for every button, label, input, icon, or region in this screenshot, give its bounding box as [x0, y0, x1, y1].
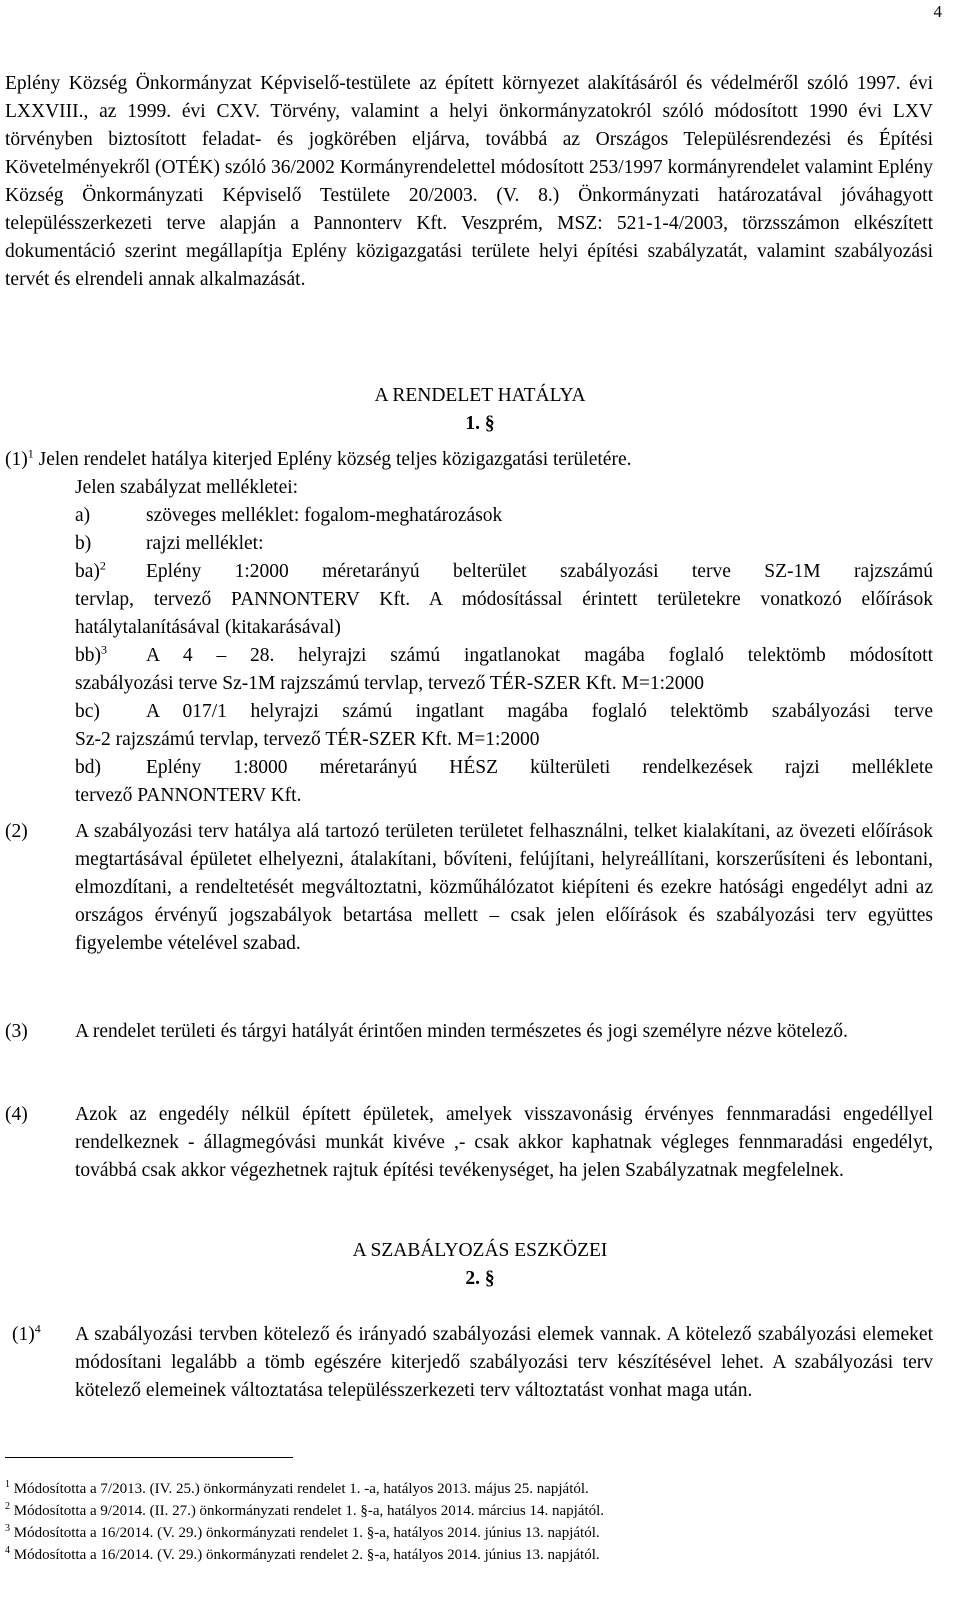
annex-intro: Jelen szabályzat mellékletei: [75, 477, 299, 498]
annex-b-label: b) [75, 533, 92, 554]
section1-para2-label: (2) [5, 821, 28, 842]
annex-ba-rest: tervlap, tervező PANNONTERV Kft. A módosítással érintett területekre vonatkozó előírások hatálytalanításával (kitakarásával) [75, 589, 933, 638]
annex-bc-label: bc) [75, 701, 100, 722]
annex-bc-rest: Sz-2 rajzszámú tervlap, tervező TÉR-SZER Kft. M=1:2000 [75, 729, 540, 750]
section1-para4-label: (4) [5, 1104, 28, 1125]
section1-para4-text: Azok az engedély nélkül épített épületek, amelyek visszavonásig érvényes fennmaradási engedéllyel rendelkeznek - állagmegóvási munkát kivéve ,- csak akkor kaphatnak végleges fennmaradási engedélyt, továbbá csak akkor végezhetnek rajtuk építési tevékenységet, ha jelen Szabályzatnak megfelelnek. [75, 1104, 933, 1181]
section1-heading: A RENDELET HATÁLYA [374, 385, 586, 406]
annex-a-text: szöveges melléklet: fogalom-meghatározások [146, 505, 503, 526]
footnote-1: $^1$ Módosította a 7/2013. (IV. 25.) önkormányzati rendelet 1. -a, hatályos 2013. május 25. napjától. [5, 1479, 589, 1497]
annex-bc-first: A 017/1 helyrajzi számú ingatlant magába foglaló telektömb szabályozási terve [146, 701, 933, 722]
section2-heading: A SZABÁLYOZÁS ESZKÖZEI [352, 1240, 608, 1261]
section1-number: 1. § [465, 413, 495, 434]
section1-para1: $(1)^1$ Jelen rendelet hatálya kiterjed Eplény község teljes közigazgatási területére. [5, 446, 632, 470]
section1-para3-text: A rendelet területi és tárgyi hatályát érintően minden természetes és jogi személyre nézve kötelező. [75, 1021, 848, 1042]
page-number: 4 [933, 2, 942, 21]
annex-ba-first: Eplény 1:2000 méretarányú belterület szabályozási terve SZ-1M rajzszámú [146, 561, 933, 582]
annex-bb-first: A 4 – 28. helyrajzi számú ingatlanokat magába foglaló telektömb módosított [146, 645, 933, 666]
annex-bd-first: Eplény 1:8000 méretarányú HÉSZ külterületi rendelkezések rajzi melléklete [146, 757, 933, 778]
section1-para3-label: (3) [5, 1021, 28, 1042]
annex-b-text: rajzi melléklet: [146, 533, 264, 554]
intro-paragraph: Eplény Község Önkormányzat Képviselő-testülete az épített környezet alakításáról és védelméről szóló 1997. évi LXXVIII., az 1999. évi CXV. Törvény, valamint a helyi önkormányzatokról szóló módosított 1990 évi LXV törvényben biztosított feladat- és jogkörében eljárva, továbbá az Országos Településrendezési és Építési Követelményekről (OTÉK) szóló 36/2002 Kormányrendelettel módosított 253/1997 kormányrendelet valamint Eplény Község Önkormányzati Képviselő Testülete 20/2003. (V. 8.) Önkormányzati határozatával jóváhagyott településszerkezeti terve alapján a Pannonterv Kft. Veszprém, MSZ: 521-1-4/2003, törzsszámon elkészített dokumentáció szerint megállapítja Eplény közigazgatási területe helyi építési szabályzatát, valamint szabályozási tervét és elrendeli annak alkalmazását. [5, 73, 933, 290]
annex-bd-label: bd) [75, 757, 101, 778]
footnote-4: $^4$ Módosította a 16/2014. (V. 29.) önkormányzati rendelet 2. §-a, hatályos 2014. június 13. napjától. [5, 1545, 600, 1563]
section2-para1-label: $(1)^4$ [12, 1321, 41, 1345]
annex-a-label: a) [75, 505, 91, 526]
annex-ba-label: ba)$^2$ [75, 558, 106, 582]
section2-number: 2. § [465, 1268, 495, 1289]
annex-bd-rest: tervező PANNONTERV Kft. [75, 785, 302, 806]
footnote-3: $^3$ Módosította a 16/2014. (V. 29.) önkormányzati rendelet 1. §-a, hatályos 2014. június 13. napjától. [5, 1523, 600, 1541]
section2-para1-text: A szabályozási tervben kötelező és irányadó szabályozási elemek vannak. A kötelező szabályozási elemeket módosítani legalább a tömb egészére kiterjedő szabályozási terv készítésével lehet. A szabályozási terv kötelező elemeinek változtatása településszerkezeti terv változtatást vonhat maga után. [75, 1324, 933, 1401]
footnote-2: $^2$ Módosította a 9/2014. (II. 27.) önkormányzati rendelet 1. §-a, hatályos 2014. március 14. napjától. [5, 1501, 605, 1519]
section1-para2-text: A szabályozási terv hatálya alá tartozó területen területet felhasználni, telket kialakítani, az övezeti előírások megtartásával épületet elhelyezni, átalakítani, bővíteni, felújítani, helyreállítani, korszerűsíteni és lebontani, elmozdítani, a rendeltetését megváltoztatni, közműhálózatot kiépíteni és ezekre hatósági engedélyt adni az országos érvényű jogszabályok betartása mellett – csak jelen előírások és szabályozási terv együttes figyelembe vételével szabad. [75, 821, 933, 954]
annex-bb-rest: szabályozási terve Sz-1M rajzszámú tervlap, tervező TÉR-SZER Kft. M=1:2000 [75, 673, 705, 694]
footnote-rule [5, 1457, 293, 1458]
annex-bb-label: bb)$^3$ [75, 642, 107, 666]
